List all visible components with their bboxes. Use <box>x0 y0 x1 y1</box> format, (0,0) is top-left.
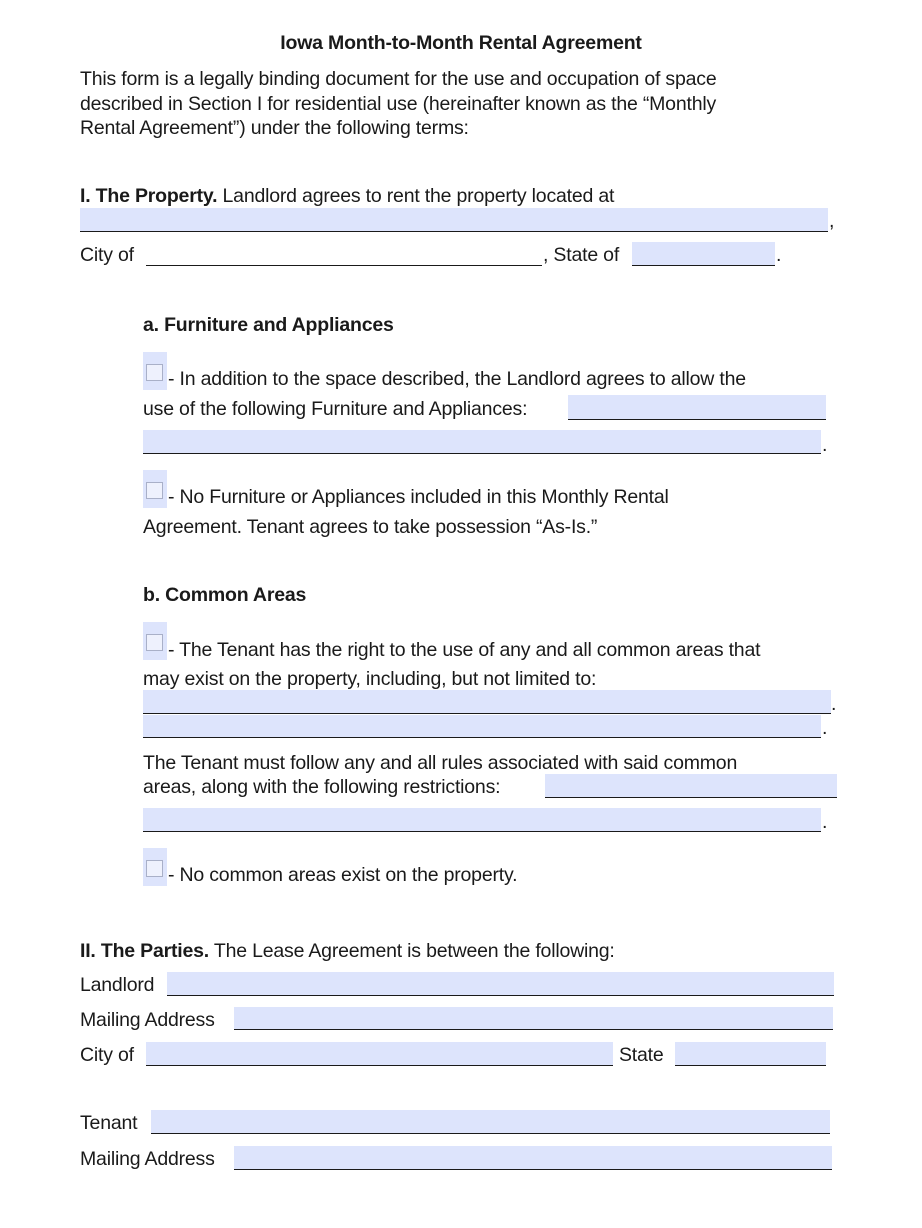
tenant-name-field[interactable] <box>151 1110 830 1134</box>
checkbox-box <box>146 482 163 499</box>
state-label: , State of <box>543 244 620 266</box>
common-areas-heading: b. Common Areas <box>143 584 307 606</box>
section-text: Landlord agrees to rent the property located at <box>217 185 615 207</box>
furniture-included-checkbox[interactable] <box>143 352 167 390</box>
furniture-option2-line2: Agreement. Tenant agrees to take possession “As-Is.” <box>143 516 598 538</box>
property-city-field[interactable] <box>146 244 542 266</box>
furniture-heading: a. Furniture and Appliances <box>143 314 394 336</box>
period: . <box>822 434 828 456</box>
tenant-mailing-address-label: Mailing Address <box>80 1148 215 1170</box>
common-areas-field-2[interactable] <box>143 715 821 738</box>
common-option1-line2: may exist on the property, including, but not limited to: <box>143 668 597 690</box>
furniture-option1-line2: use of the following Furniture and Appliances: <box>143 398 528 420</box>
section-text: The Lease Agreement is between the following: <box>209 940 615 962</box>
mailing-address-label: Mailing Address <box>80 1009 215 1031</box>
restrictions-field-2[interactable] <box>143 808 821 832</box>
furniture-option1-line1: - In addition to the space described, the Landlord agrees to allow the <box>168 368 746 390</box>
property-address-field[interactable] <box>80 208 828 232</box>
intro-paragraph <box>80 67 716 141</box>
city-label: City of <box>80 1044 134 1066</box>
comma: , <box>829 210 835 232</box>
common-areas-checkbox[interactable] <box>143 622 167 660</box>
period: . <box>831 693 837 715</box>
furniture-list-field-1[interactable] <box>568 395 826 420</box>
property-state-field[interactable] <box>632 242 775 266</box>
section-property-heading <box>80 185 614 208</box>
restrictions-field-1[interactable] <box>545 774 837 798</box>
intro-line: described in Section I for residential use (hereinafter known as the “Monthly <box>80 92 717 115</box>
checkbox-box <box>146 364 163 381</box>
furniture-option2-line1: - No Furniture or Appliances included in this Monthly Rental <box>168 486 669 508</box>
common-option1-line1: - The Tenant has the right to the use of any and all common areas that <box>168 639 761 661</box>
city-label: City of <box>80 244 134 266</box>
state-label: State <box>619 1044 664 1066</box>
period: . <box>776 244 782 266</box>
section-title: II. The Parties. <box>80 940 210 962</box>
intro-line: Rental Agreement”) under the following terms: <box>80 117 469 139</box>
landlord-state-field[interactable] <box>675 1042 826 1066</box>
intro-line: This form is a legally binding document for the use and occupation of space <box>80 68 717 90</box>
rules-line1: The Tenant must follow any and all rules associated with said common <box>143 752 738 774</box>
period: . <box>822 811 828 833</box>
tenant-label: Tenant <box>80 1112 138 1134</box>
no-furniture-checkbox[interactable] <box>143 470 167 508</box>
landlord-label: Landlord <box>80 974 155 996</box>
section-parties-heading <box>80 940 615 963</box>
landlord-address-field[interactable] <box>234 1007 833 1030</box>
section-title: I. The Property. <box>80 185 218 207</box>
period: . <box>822 717 828 739</box>
common-option2: - No common areas exist on the property. <box>168 864 518 886</box>
common-areas-field-1[interactable] <box>143 690 831 714</box>
no-common-areas-checkbox[interactable] <box>143 848 167 886</box>
landlord-city-field[interactable] <box>146 1042 613 1066</box>
rules-line2: areas, along with the following restrictions: <box>143 776 501 798</box>
furniture-list-field-2[interactable] <box>143 430 821 454</box>
checkbox-box <box>146 860 163 877</box>
landlord-name-field[interactable] <box>167 972 834 996</box>
tenant-address-field[interactable] <box>234 1146 832 1170</box>
checkbox-box <box>146 634 163 651</box>
document-title: Iowa Month-to-Month Rental Agreement <box>280 32 642 54</box>
